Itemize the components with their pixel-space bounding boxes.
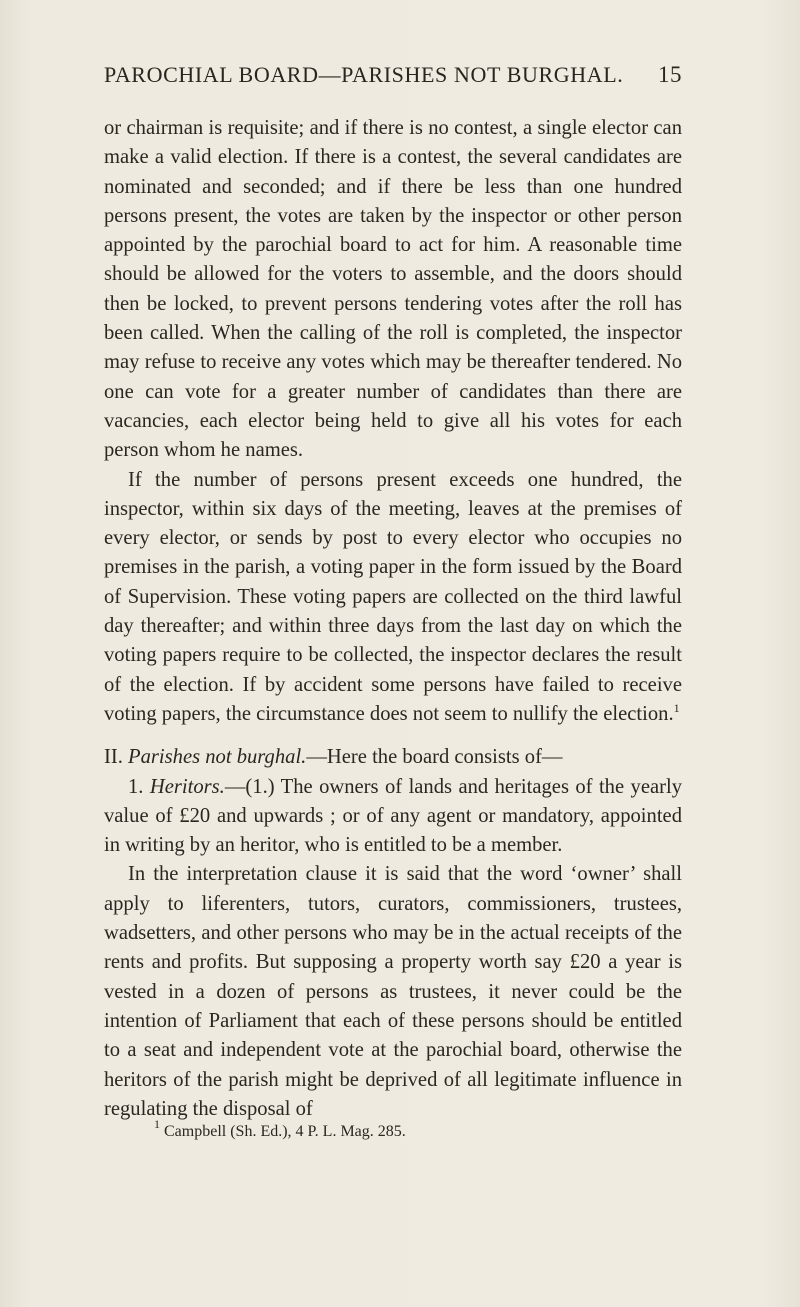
list-item-heritors-label: Heritors. <box>149 775 225 798</box>
page-header <box>104 62 682 88</box>
footnote-text: Campbell (Sh. Ed.), 4 P. L. Mag. 285. <box>164 1123 406 1141</box>
paragraph-election-contest: or chairman is requisite; and if there is no contest, a single elector can make a valid election. If there is a contest, the several candidates are nominated and seconded; and if there be less than one hundred persons present, the votes are taken by the inspector or other person appointed by the parochial board to act for him. A reasonable time should be allowed for the voters to assemble, and the doors should then be locked, to prevent persons tendering votes after the roll has been called. When the calling of the roll is completed, the inspector may refuse to receive any votes which may be thereafter tendered. No one can vote for a greater number of candidates than there are vacancies, each elector being held to give all his votes for each person whom he names. <box>104 117 682 462</box>
footnote-reference: 1 <box>673 700 680 715</box>
body-text <box>104 114 682 1142</box>
running-title: PAROCHIAL BOARD—PARISHES NOT BURGHAL. <box>104 62 624 87</box>
footnote-mark: 1 <box>154 1117 160 1132</box>
page-number: 15 <box>658 62 682 87</box>
section-heading-parishes-not-burghal: II. Parishes not burghal.—Here the board consists of— <box>104 746 563 769</box>
list-item-heritors: 1. Heritors.—(1.) The owners of lands and heritages of the yearly value of £20 and upwards ; or of any agent or mandatory, appointed in writing by an heritor, who is entitled to be a member. <box>104 775 683 857</box>
footnote <box>104 1117 682 1142</box>
section-heading-title: Parishes not burghal. <box>128 746 307 769</box>
paragraph-voting-papers: If the number of persons present exceeds one hundred, the inspector, within six days of the meeting, leaves at the premises of every elector, or sends by post to every elector who occupies no premises in the parish, a voting paper in the form issued by the Board of Supervision. These voting papers are collected on the third lawful day thereafter; and within three days from the last day on which the voting papers require to be collected, the inspector declares the result of the election. If by accident some persons have failed to receive voting papers, the circumstance does not seem to nullify the election.$^1$ <box>104 468 682 725</box>
paragraph-interpretation-clause: In the interpretation clause it is said that the word ‘owner’ shall apply to liferenters, tutors, curators, commissioners, trustees, wadsetters, and other persons who may be in the actual receipts of the rents and profits. But supposing a property worth say £20 a year is vested in a dozen of persons as trustees, it never could be the intention of Parliament that each of these persons should be entitled to a seat and independent vote at the parochial board, otherwise the heritors of the parish might be deprived of all legitimate influence in regulating the disposal of <box>104 863 682 1120</box>
